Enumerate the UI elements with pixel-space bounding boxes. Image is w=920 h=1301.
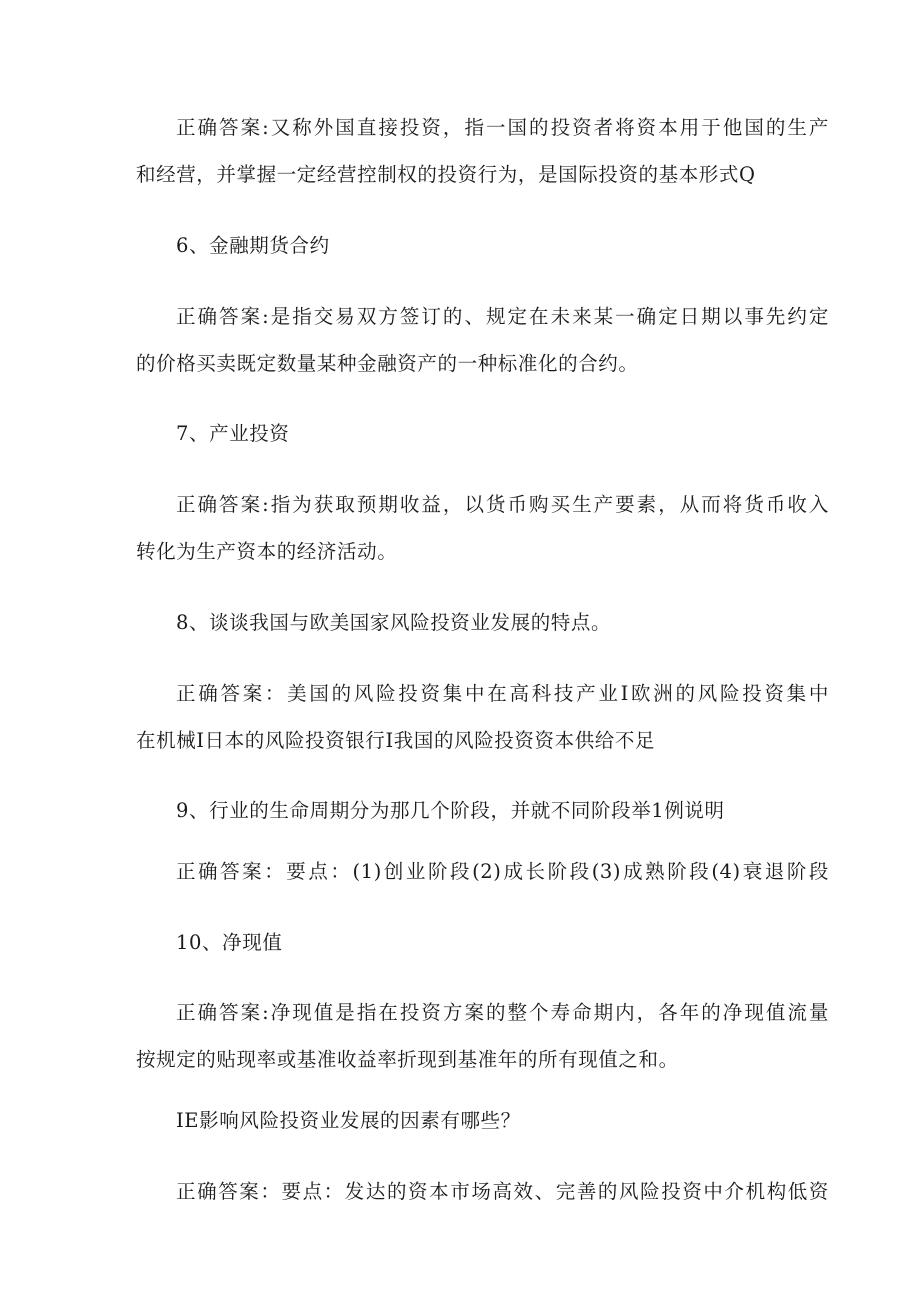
- question-heading: 9、行业的生命周期分为那几个阶段，并就不同阶段举1例说明: [176, 799, 725, 822]
- answer-line: 和经营，并掌握一定经营控制权的投资行为，是国际投资的基本形式Q: [136, 163, 756, 186]
- answer-line: 的价格买卖既定数量某种金融资产的一种标准化的合约。: [136, 352, 639, 375]
- answer-line: 正确答案：要点：(1)创业阶段(2)成长阶段(3)成熟阶段(4)衰退阶段: [176, 860, 829, 883]
- answer-line: 转化为生产资本的经济活动。: [136, 540, 398, 563]
- question-heading: 6、金融期货合约: [176, 234, 330, 257]
- answer-line: 正确答案：美国的风险投资集中在高科技产业I欧洲的风险投资集中: [176, 682, 829, 705]
- answer-line: 正确答案:又称外国直接投资，指一国的投资者将资本用于他国的生产: [176, 116, 829, 139]
- question-heading: 10、净现值: [176, 931, 283, 954]
- answer-line: 正确答案：要点：发达的资本市场高效、完善的风险投资中介机构低资: [176, 1180, 829, 1203]
- answer-line: 正确答案:是指交易双方签订的、规定在未来某一确定日期以事先约定: [176, 305, 829, 328]
- question-heading: IE影响风险投资业发展的因素有哪些？: [176, 1109, 521, 1132]
- answer-line: 正确答案:指为获取预期收益，以货币购买生产要素，从而将货币收入: [176, 493, 829, 516]
- answer-line: 在机械I日本的风险投资银行I我国的风险投资资本供给不足: [136, 729, 656, 752]
- question-heading: 8、谈谈我国与欧美国家风险投资业发展的特点。: [176, 611, 612, 634]
- question-heading: 7、产业投资: [176, 422, 290, 445]
- answer-line: 正确答案:净现值是指在投资方案的整个寿命期内，各年的净现值流量: [176, 1001, 829, 1024]
- answer-line: 按规定的贴现率或基准收益率折现到基准年的所有现值之和。: [136, 1048, 679, 1071]
